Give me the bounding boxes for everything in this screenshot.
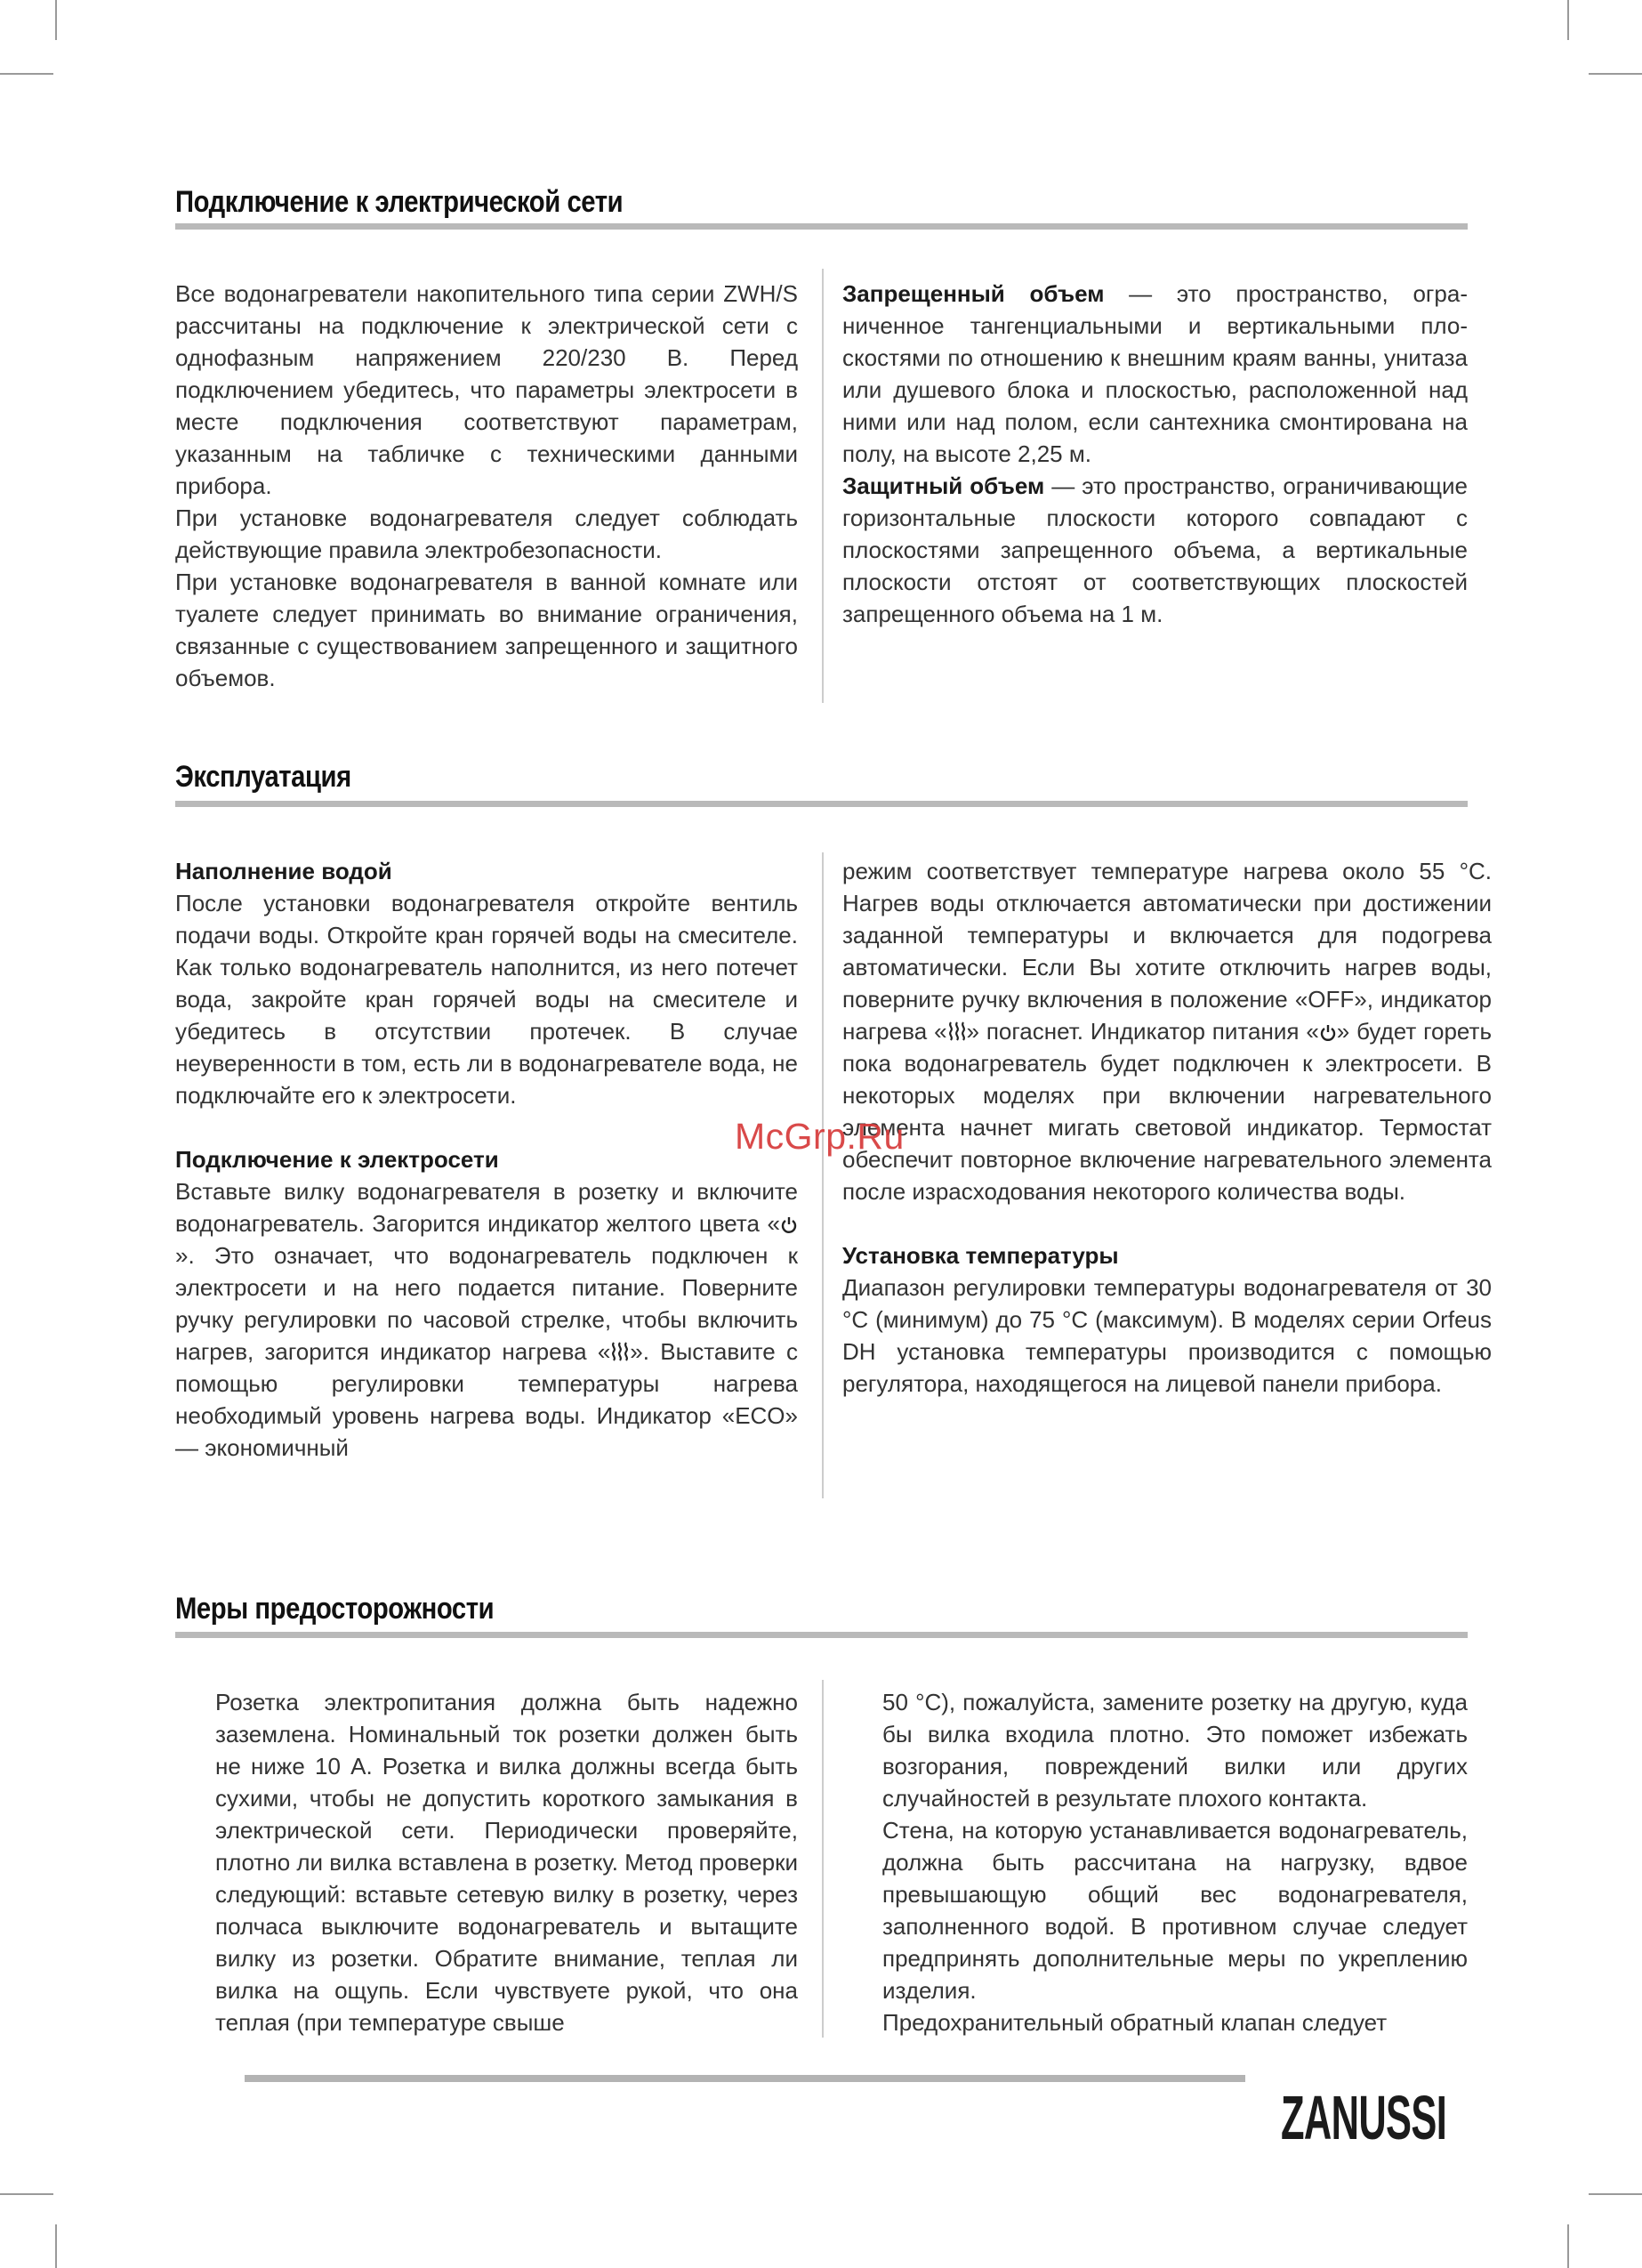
text: ». Это означает, что водонагреватель подключен к электросети и на него подается питание. Поверните ручку регулировки по часовой стрелке, чтобы включить нагрев, загорится индикатор нагрева « xyxy=(175,1242,798,1365)
text: Вставьте вилку водонагревателя в розетку и включите водонагреватель. Загорится индикатор желтого цвета « xyxy=(175,1178,798,1237)
crop-mark xyxy=(1567,0,1569,40)
section-rule xyxy=(175,223,1468,230)
watermark: McGrp.Ru xyxy=(735,1116,905,1157)
section-title-connection: Подключение к электрической сети xyxy=(175,185,624,219)
text: » погаснет. Индикатор питания « xyxy=(966,1018,1319,1045)
section-rule xyxy=(175,1632,1468,1638)
column-divider xyxy=(822,1680,824,2038)
precautions-left-column xyxy=(215,1686,798,2038)
operation-left-column xyxy=(175,855,798,1464)
crop-mark xyxy=(1589,73,1642,75)
connection-right-column xyxy=(842,278,1468,630)
paragraph xyxy=(842,278,1468,470)
crop-mark xyxy=(55,2224,57,2268)
precautions-right-column xyxy=(882,1686,1468,2038)
term: Защитный объем xyxy=(842,472,1045,499)
subheading-temperature: Установка температуры xyxy=(842,1242,1119,1269)
crop-mark xyxy=(1589,2193,1642,2195)
paragraph: Розетка электропитания должна быть надежно заземлена. Номинальный ток розетки должен быть не ниже 10 А. Розетка и вилка должны всегда быть сухими, чтобы не допустить короткого замыкания в электрической сети. Периодически проверяйте, плотно ли вилка вставлена в розетку. Метод проверки следующий: вставьте сетевую вилку в розетку, через полчаса выключите водонагреватель и вытащите вилку из розетки. Обратите внимание, теплая ли вилка на ощупь. Если чувствуете рукой, что она теплая (при температуре свыше xyxy=(215,1689,799,2036)
paragraph: Предохранительный обратный клапан следует xyxy=(882,2009,1388,2036)
section-rule xyxy=(175,801,1468,807)
definition: — это пространство, ограниченное тангенциальными и вертикальными плоскостями по отношению к внешним краям ванны, унитаза или душевого блока и плоскостью, расположенной над ними или над полом, если сантехника смонтирована на полу, на высоте 2,25 м. xyxy=(842,280,1468,467)
section-title-operation: Эксплуатация xyxy=(175,760,351,794)
footer-bar xyxy=(245,2075,1245,2082)
operation-right-column xyxy=(842,855,1492,1400)
section-title-precautions: Меры предосторожности xyxy=(175,1592,495,1626)
crop-mark xyxy=(1567,2224,1569,2268)
crop-mark xyxy=(0,73,53,75)
column-divider xyxy=(822,269,824,703)
column-divider xyxy=(822,852,824,1498)
connection-left-column xyxy=(175,278,798,694)
paragraph: При установке водонагревателя в ванной комнате или туалете следует принимать во внимание ограничения, связанные с существованием запрещенного и защитного объемов. xyxy=(175,569,798,691)
paragraph xyxy=(175,1175,798,1464)
paragraph xyxy=(842,855,1492,1207)
power-icon xyxy=(780,1216,798,1234)
brand-logo: ZANUSSI xyxy=(1281,2083,1447,2152)
definition: — это пространство, ограничивающие горизонтальные плоскости которого совпадают с плоскостями запрещенного объема, а вертикальные плоскости отстоят от соответствующих плоскостей запрещенного объема на 1 м. xyxy=(842,472,1469,627)
subheading-power: Подключение к электросети xyxy=(175,1146,499,1173)
text: » будет гореть пока водонагреватель будет подключен к электросети. В некоторых моделях при включении нагревательного элемента начнет мигать световой индикатор. Термостат обеспечит повторное включение нагревательного элемента после израсходования некоторого количества воды. xyxy=(842,1018,1492,1205)
paragraph: Стена, на которую устанавливается водонагреватель, должна быть рассчитана на нагрузку, вдвое превышающую общий вес водонагревателя, заполненного водой. В противном случае следует предпринять дополнительные меры по укреплению изделия. xyxy=(882,1817,1468,2004)
crop-mark xyxy=(55,0,57,40)
paragraph: После установки водонагревателя откройте вентиль подачи воды. Откройте кран горячей воды на смесителе. Как только водонагреватель наполнится, из него потечет вода, закройте кран горячей воды на смесителе и убедитесь в отсутствии протечек. В случае неуверенности в том, есть ли в водонагревателе вода, не подключайте его к электросети. xyxy=(175,890,798,1109)
heat-waves-icon xyxy=(610,1341,630,1362)
paragraph: Диапазон регулировки температуры водонагревателя от 30 °С (минимум) до 75 °С (максимум). В моделях серии Orfeus DH установка температуры производится с помощью регулятора, находящегося на лицевой панели прибора. xyxy=(842,1274,1492,1397)
power-icon xyxy=(1319,1024,1337,1042)
paragraph: Все водонагреватели накопительного типа серии ZWH/S рассчитаны на подключение к электрической сети с однофазным напряжением 220/230 В. Перед подключением убедитесь, что параметры электросети в месте подключения соответствуют параметрам, указанным на табличке с техническими данными прибора. xyxy=(175,280,798,499)
paragraph xyxy=(842,470,1468,630)
paragraph: При установке водонагревателя следует соблюдать действующие правила электробезопасности. xyxy=(175,504,798,563)
paragraph: 50 °С), пожалуйста, замените розетку на другую, куда бы вилка входила плотно. Это поможет избежать возгорания, повреждений вилки или других случайностей в результате плохого контакта. xyxy=(882,1689,1468,1812)
text: режим соответствует температуре нагрева около 55 °С. Нагрев воды отключается автоматически при достижении заданной температуры и включается для подогрева автоматически. Если Вы хотите отключить нагрев воды, поверните ручку включения в положение «OFF», индикатор нагрева « xyxy=(842,858,1492,1045)
crop-mark xyxy=(0,2193,53,2195)
heat-waves-icon xyxy=(947,1021,967,1042)
text: ». Выставите с помощью регулировки температуры нагрева необходимый уровень нагрева воды. Индикатор «ECO» — экономичный xyxy=(175,1338,798,1461)
subheading-filling: Наполнение водой xyxy=(175,858,392,884)
term: Запрещенный объем xyxy=(842,280,1105,307)
